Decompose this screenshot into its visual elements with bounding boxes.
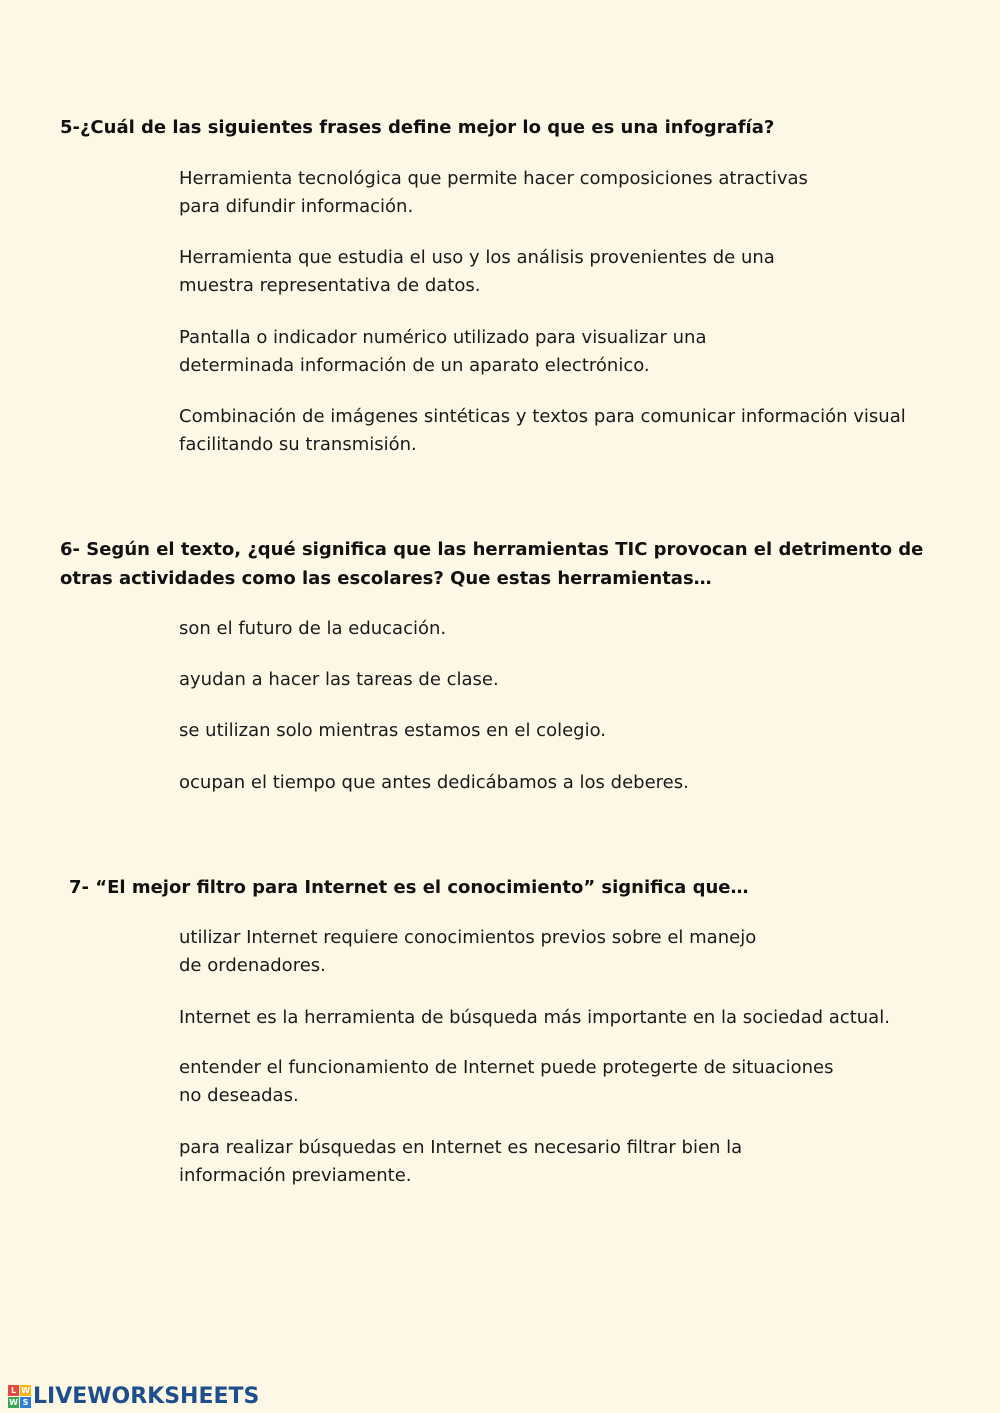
q6-option-3-line-1: se utilizan solo mientras estamos en el colegio.: [179, 720, 606, 741]
question-7-title: 7- “El mejor filtro para Internet es el conocimiento” significa que…: [69, 877, 749, 898]
q6-option-3[interactable]: [179, 717, 939, 745]
q7-option-3[interactable]: [179, 1054, 939, 1110]
q7-option-3-line-1: entender el funcionamiento de Internet puede protegerte de situaciones: [179, 1057, 834, 1078]
q7-option-1-line-2: de ordenadores.: [179, 955, 326, 976]
liveworksheets-logo[interactable]: [8, 1380, 259, 1412]
q5-option-3[interactable]: [179, 324, 939, 380]
q5-option-4[interactable]: [179, 403, 939, 459]
logo-cell-3: W: [9, 1397, 18, 1407]
q7-option-4-line-2: información previamente.: [179, 1165, 412, 1186]
q5-option-2-line-2: muestra representativa de datos.: [179, 275, 481, 296]
question-6-title-line-2: otras actividades como las escolares? Que estas herramientas…: [60, 568, 712, 589]
q5-option-2[interactable]: [179, 244, 939, 300]
q5-option-1[interactable]: [179, 165, 939, 221]
question-6-title: [60, 535, 940, 593]
q7-option-1-line-1: utilizar Internet requiere conocimientos previos sobre el manejo: [179, 927, 757, 948]
q7-option-2-line-1: Internet es la herramienta de búsqueda más importante en la sociedad actual.: [179, 1007, 890, 1028]
q5-option-3-line-2: determinada información de un aparato electrónico.: [179, 355, 650, 376]
logo-cell-4: S: [20, 1397, 31, 1408]
q6-option-2[interactable]: [179, 666, 939, 694]
q6-option-1-line-1: son el futuro de la educación.: [179, 618, 447, 639]
q7-option-1[interactable]: [179, 924, 939, 980]
q5-option-4-line-2: facilitando su transmisión.: [179, 434, 417, 455]
q7-option-2[interactable]: [179, 1004, 939, 1032]
q5-option-4-line-1: Combinación de imágenes sintéticas y textos para comunicar información visual: [179, 406, 906, 427]
q7-option-3-line-2: no deseadas.: [179, 1085, 299, 1106]
q6-option-1[interactable]: [179, 615, 939, 643]
logo-cell-2: W: [21, 1385, 30, 1395]
q5-option-2-line-1: Herramienta que estudia el uso y los análisis provenientes de una: [179, 247, 775, 268]
q6-option-4-line-1: ocupan el tiempo que antes dedicábamos a los deberes.: [179, 772, 689, 793]
question-5-title: 5-¿Cuál de las siguientes frases define mejor lo que es una infografía?: [60, 117, 775, 138]
liveworksheets-wordmark: LIVEWORKSHEETS: [33, 1383, 260, 1409]
q5-option-3-line-1: Pantalla o indicador numérico utilizado para visualizar una: [179, 327, 707, 348]
q6-option-2-line-1: ayudan a hacer las tareas de clase.: [179, 669, 499, 690]
q6-option-4[interactable]: [179, 769, 939, 797]
logo-cell-1: L: [8, 1385, 19, 1396]
q7-option-4[interactable]: [179, 1134, 939, 1190]
q5-option-1-line-2: para difundir información.: [179, 196, 414, 217]
liveworksheets-icon: [8, 1385, 31, 1408]
q5-option-1-line-1: Herramienta tecnológica que permite hacer composiciones atractivas: [179, 168, 808, 189]
q7-option-4-line-1: para realizar búsquedas en Internet es necesario filtrar bien la: [179, 1137, 743, 1158]
question-6-title-line-1: 6- Según el texto, ¿qué significa que las herramientas TIC provocan el detrimento de: [60, 539, 924, 560]
